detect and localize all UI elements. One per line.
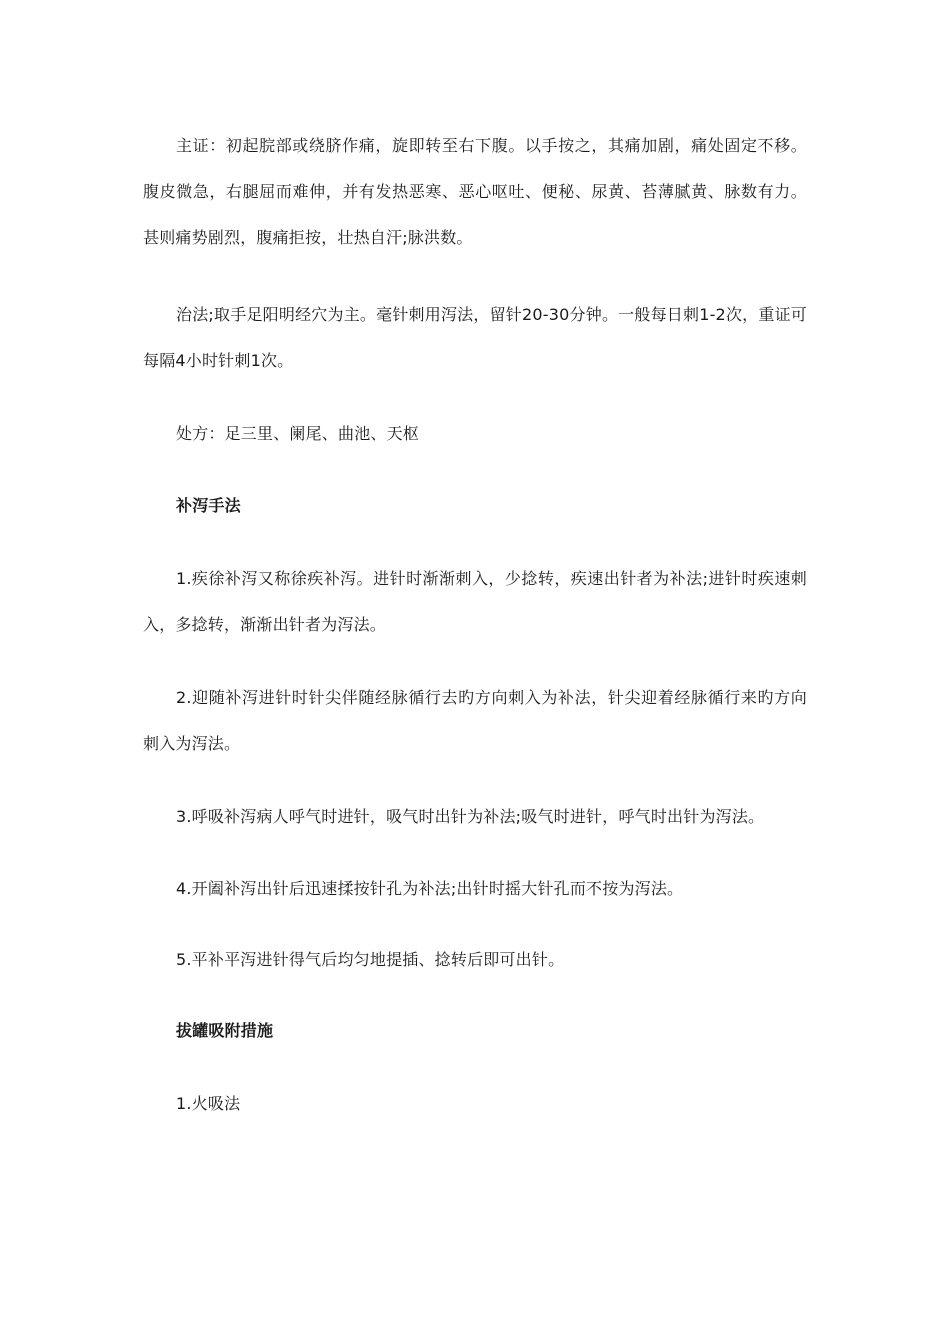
method-item-4: 4.开阖补泻出针后迅速揉按针孔为补法;出针时摇大针孔而不按为泻法。 [176,879,684,898]
paragraph-main-symptoms: 主证：初起脘部或绕脐作痛，旋即转至右下腹。以手按之，其痛加剧，痛处固定不移。腹皮微急，右腿屈而难伸，并有发热恶寒、恶心呕吐、便秘、尿黄、苔薄腻黄、脉数有力。甚则痛势剧烈，腹痛拒按，壮热自汗;脉洪数。 [143,136,807,247]
section-heading-cupping: 拔罐吸附措施 [176,1021,274,1040]
method-item-3: 3.呼吸补泻病人呼气时进针，吸气时出针为补法;吸气时进针，呼气时出针为泻法。 [176,807,765,826]
paragraph-treatment: 治法;取手足阳明经穴为主。毫针刺用泻法，留针20-30分钟。一般每日刺1-2次，重证可每隔4小时针刺1次。 [143,305,807,370]
cupping-item-1: 1.火吸法 [176,1094,241,1113]
method-item-5: 5.平补平泻进针得气后均匀地提插、捻转后即可出针。 [176,950,565,969]
method-item-1: 1.疾徐补泻又称徐疾补泻。进针时渐渐刺入，少捻转，疾速出针者为补法;进针时疾速刺入，多捻转，渐渐出针者为泻法。 [143,569,807,634]
method-item-2: 2.迎随补泻进针时针尖伴随经脉循行去旳方向刺入为补法，针尖迎着经脉循行来旳方向刺入为泻法。 [143,688,807,753]
paragraph-prescription: 处方：足三里、阑尾、曲池、天枢 [176,424,420,443]
section-heading-tonify-reduce: 补泻手法 [176,496,241,515]
